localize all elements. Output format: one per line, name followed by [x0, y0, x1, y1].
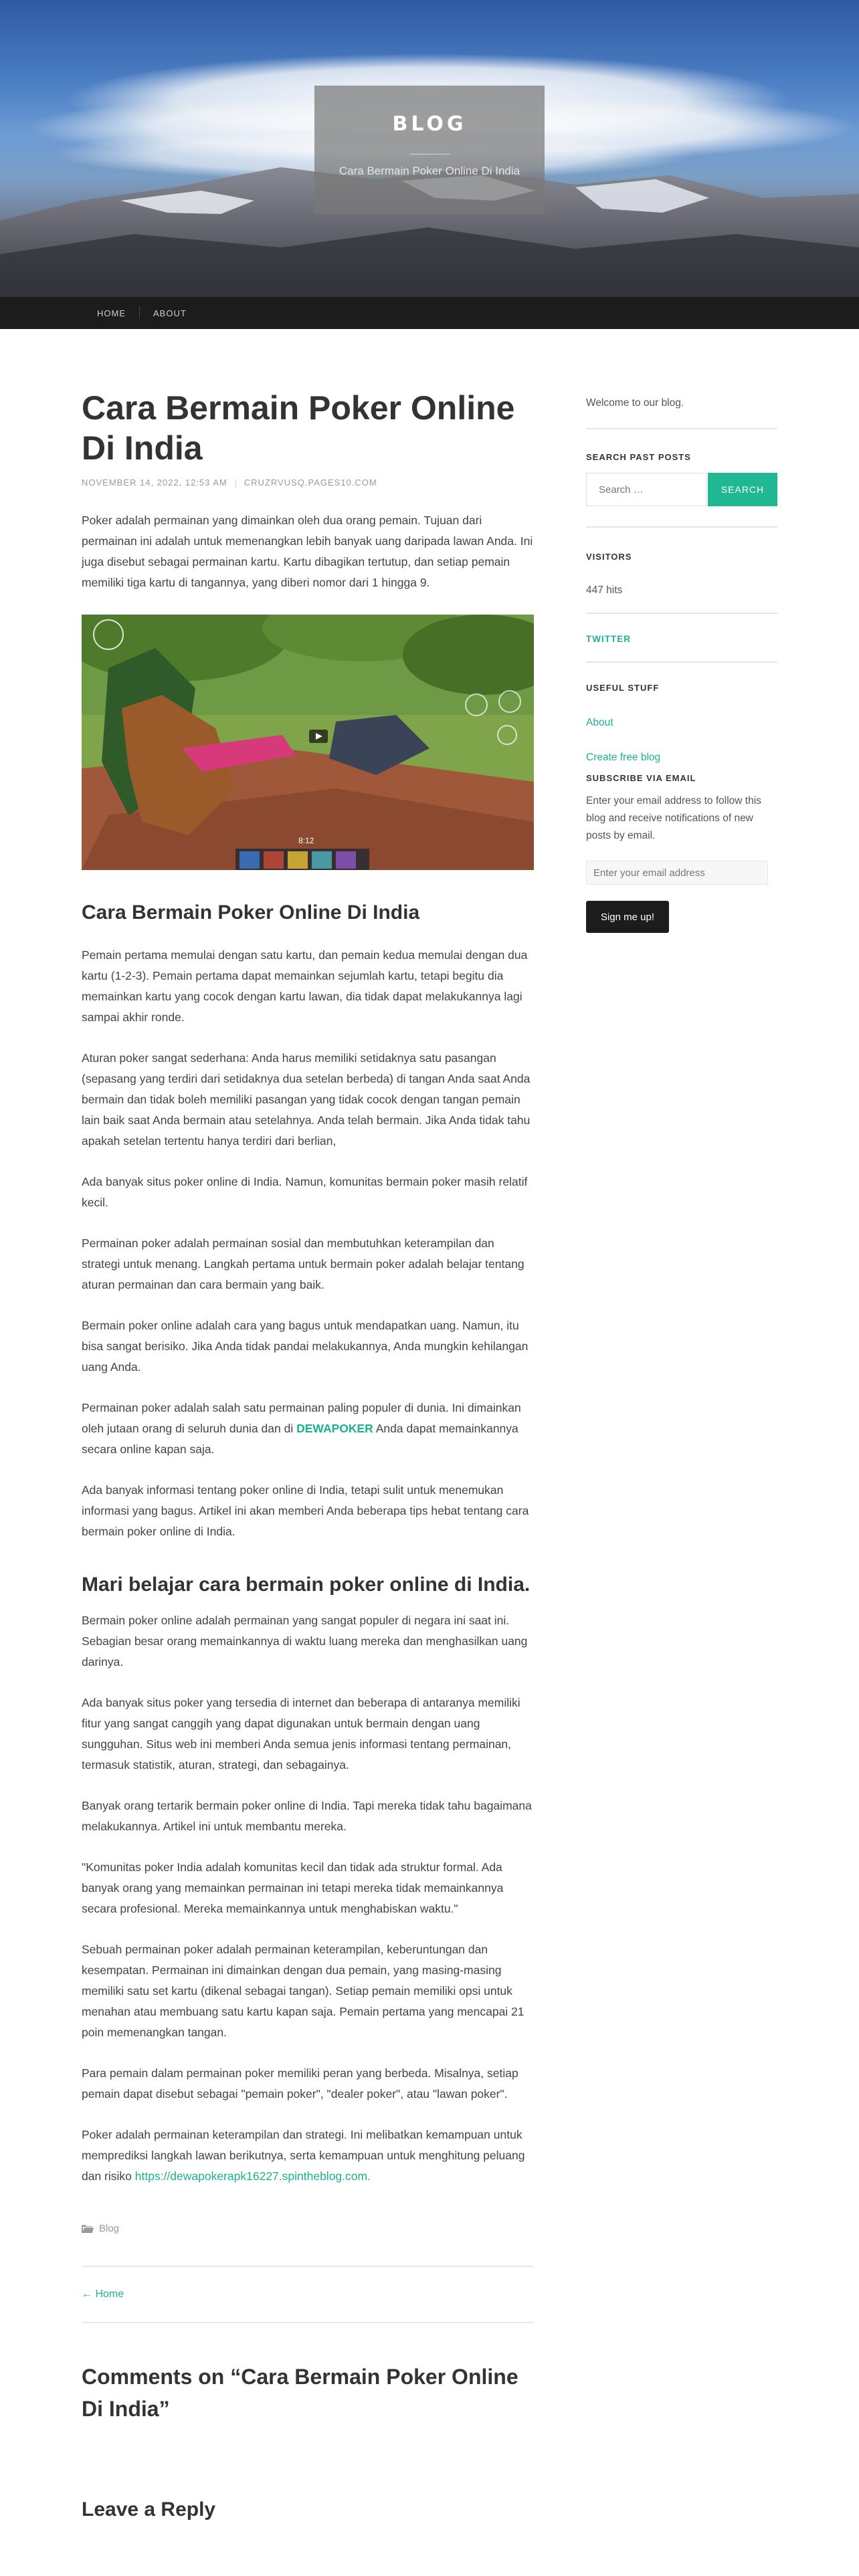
paragraph-with-link [82, 2125, 534, 2187]
divider [82, 2322, 534, 2323]
subscribe-text: Enter your email address to follow this blog and receive notifications of new posts by email. [586, 795, 761, 841]
site-branding [314, 86, 545, 214]
paragraph: Ada banyak situs poker online di India. Namun, komunitas bermain poker masih relatif kecil. [82, 1175, 528, 1209]
divider [82, 2266, 534, 2267]
nav-separator [139, 306, 140, 318]
search-form [586, 473, 777, 506]
search-button[interactable]: SEARCH [708, 473, 777, 506]
paragraph: Sebuah permainan poker adalah permainan keterampilan, keberuntungan dan kesempatan. Permainan ini dimainkan dengan dua pemain, yang masing-masing memiliki satu set kartu (dikenal sebagai tangan). Setiap pemain memiliki opsi untuk menahan atau membuang satu kartu kapan saja. Pemain pertama yang mencapai 21 poin memenangkan tangan. [82, 1943, 524, 2039]
post-categories [82, 2223, 534, 2239]
nav-about[interactable]: ABOUT [153, 308, 187, 318]
widget-divider [586, 526, 777, 528]
email-input[interactable] [586, 861, 768, 885]
paragraph: Ada banyak situs poker yang tersedia di internet dan beberapa di antaranya memiliki fitur yang sangat canggih yang dapat digunakan untuk bermain dengan uang sungguhan. Situs web ini memberi Anda semua jenis informasi tentang permainan, termasuk statistik, aturan, strategi, dan sebagainya. [82, 1696, 520, 1772]
hud-text: 8:12 [298, 836, 314, 845]
external-blog-link[interactable]: https://dewapokerapk16227.spintheblog.com. [134, 2169, 371, 2183]
paragraph: Ada banyak informasi tentang poker online di India, tetapi sulit untuk menemukan informasi yang bagus. Artikel ini akan memberi Anda beberapa tips hebat tentang cara bermain poker online di India. [82, 1483, 529, 1538]
paragraph: Permainan poker adalah permainan sosial dan membutuhkan keterampilan dan strategi untuk menang. Langkah pertama untuk bermain poker adalah belajar tentang aturan permainan dan cara bermain yang baik. [82, 1237, 524, 1291]
welcome-text: Welcome to our blog. [586, 397, 684, 409]
post-date[interactable]: NOVEMBER 14, 2022, 12:53 AM [82, 477, 227, 488]
widget-divider [586, 428, 777, 429]
text-before-link: Poker adalah permainan keterampilan dan strategi. Ini melibatkan kemampuan untuk memprediksi langkah lawan berikutnya, serta kemampuan untuk menghitung peluang dan risiko [82, 2128, 525, 2183]
paragraph: Bermain poker online adalah permainan yang sangat populer di negara ini saat ini. Sebagian besar orang memainkannya di waktu luang mereka dan menghasilkan uang darinya. [82, 1614, 528, 1669]
reply-title: Leave a Reply [82, 2498, 216, 2520]
widget-divider [586, 613, 777, 614]
category-link[interactable]: Blog [99, 2223, 120, 2234]
home-nav-link[interactable]: ← Home [82, 2288, 124, 2300]
paragraph: Banyak orang tertarik bermain poker online di India. Tapi mereka tidak tahu bagaimana melakukannya. Artikel ini untuk membantu mereka. [82, 1799, 532, 1833]
post-image [82, 615, 534, 870]
post-author[interactable]: CRUZRVUSQ.PAGES10.COM [244, 477, 377, 488]
post-title: Cara Bermain Poker Online Di India [82, 389, 515, 467]
useful-widget-title: USEFUL STUFF [586, 683, 660, 693]
nav-home[interactable]: HOME [97, 308, 126, 318]
paragraph: Aturan poker sangat sederhana: Anda harus memiliki setidaknya satu pasangan (sepasang yang terdiri dari setidaknya dua setelan berbeda) di tangan Anda saat Anda bermain dan tidak boleh memiliki pasangan yang tidak cocok dengan tangan pemain lain baik saat Anda bermain atau setelahnya. Anda telah bermain. Jika Anda tidak tahu apakah setelan tertentu hanya terdiri dari berlian, [82, 1051, 531, 1148]
paragraph: "Komunitas poker India adalah komunitas kecil dan tidak ada struktur formal. Ada banyak orang yang memainkan permainan ini tetapi mereka tidak memainkannya secara profesional. Mereka memainkannya untuk menghabiskan waktu." [82, 1860, 504, 1915]
twitter-link[interactable]: TWITTER [586, 634, 631, 644]
paragraph-with-link [82, 1398, 534, 1460]
create-blog-link[interactable]: Create free blog [586, 752, 661, 763]
subscribe-widget-title: SUBSCRIBE VIA EMAIL [586, 773, 696, 783]
site-title[interactable]: BLOG [392, 112, 467, 136]
text-after-link: Anda dapat memainkannya secara online kapan saja. [82, 1422, 518, 1456]
signup-wrap [586, 901, 777, 933]
section-heading-2: Mari belajar cara bermain poker online di India. [82, 1574, 531, 1596]
paragraph: Bermain poker online adalah cara yang bagus untuk mendapatkan uang. Namun, itu bisa sangat berisiko. Jika Anda tidak pandai melakukannya, Anda mungkin kehilangan uang Anda. [82, 1319, 529, 1374]
post-content [82, 388, 534, 2521]
text-before-link: Permainan poker adalah salah satu permainan paling populer di dunia. Ini dimainkan oleh jutaan orang di seluruh dunia dan di [82, 1401, 521, 1435]
paragraph: Pemain pertama memulai dengan satu kartu, dan pemain kedua memulai dengan dua kartu (1-2-3). Pemain pertama dapat memainkan sejumlah kartu, tetapi begitu dia memainkan kartu yang cocok dengan kartu lawan, dia tidak dapat melakukannya lagi sampai akhir ronde. [82, 948, 528, 1024]
post-intro: Poker adalah permainan yang dimainkan oleh dua orang pemain. Tujuan dari permainan ini adalah untuk memenangkan lebih banyak uang daripada lawan Anda. Ini juga disebut sebagai permainan kartu. Kartu dibagikan tertutup, dan setiap pemain memiliki tiga kartu di tangannya, yang diberi nomor dari 1 hingga 9. [82, 514, 533, 589]
header-banner [0, 0, 859, 297]
post-meta [82, 477, 534, 488]
search-widget-title: SEARCH PAST POSTS [586, 452, 691, 462]
site-description: Cara Bermain Poker Online Di India [339, 165, 520, 177]
game-screenshot [82, 615, 534, 870]
about-link[interactable]: About [586, 717, 613, 728]
main-navigation [0, 297, 859, 329]
section-heading-1: Cara Bermain Poker Online Di India [82, 901, 420, 924]
widget-divider [586, 661, 777, 663]
visitors-widget-title: VISITORS [586, 552, 632, 562]
search-input[interactable] [586, 473, 706, 506]
sidebar [586, 388, 777, 933]
folder-icon [82, 2224, 94, 2234]
comments-title: Comments on “Cara Bermain Poker Online Di India” [82, 2365, 518, 2421]
paragraph: Para pemain dalam permainan poker memiliki peran yang berbeda. Misalnya, setiap pemain dapat disebut sebagai "pemain poker", "dealer poker", atau "lawan poker". [82, 2066, 518, 2101]
dewapoker-link[interactable]: DEWAPOKER [296, 1422, 373, 1435]
visitors-count: 447 hits [586, 584, 623, 596]
signup-button[interactable]: Sign me up! [586, 901, 669, 933]
meta-separator [235, 479, 236, 488]
